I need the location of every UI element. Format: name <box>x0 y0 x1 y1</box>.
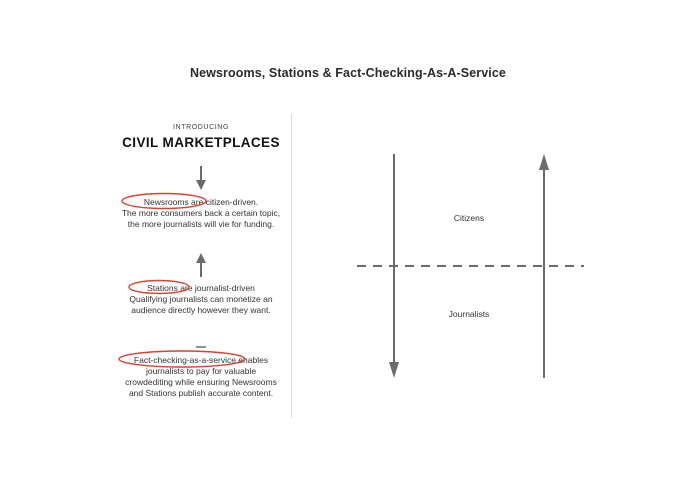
stations-line-1: Stations are journalist-driven <box>147 283 255 293</box>
fact-checking-line-3: crowdediting while ensuring Newsrooms <box>125 377 277 387</box>
stations-line-3: audience directly however they want. <box>131 305 271 315</box>
newsrooms-line-1: Newsrooms are citizen-driven. <box>143 197 259 207</box>
fact-checking-line-2: journalists to pay for valuable <box>145 366 257 376</box>
newsrooms-line-2: The more consumers back a certain topic, <box>121 208 281 218</box>
fact-checking-line-1: Fact-checking-as-a-service enables <box>133 355 269 365</box>
newsrooms-line-3: the more journalists will vie for funding. <box>127 219 275 229</box>
intro-heading: CIVIL MARKETPLACES <box>122 135 280 150</box>
intro-kicker: INTRODUCING <box>173 124 229 131</box>
down-arrow-icon <box>196 166 206 190</box>
journalists-label: Journalists <box>448 309 490 319</box>
citizens-label: Citizens <box>453 213 485 223</box>
stations-highlight-ellipse <box>129 281 189 294</box>
newsrooms-highlight-ellipse <box>122 194 206 209</box>
stations-line-2: Qualifying journalists can monetize an <box>129 294 273 304</box>
fact-checking-line-4: and Stations publish accurate content. <box>128 388 274 398</box>
up-arrow-icon <box>196 253 206 277</box>
fact-checking-highlight-ellipse <box>119 351 245 367</box>
page-title: Newsrooms, Stations & Fact-Checking-As-A-Service <box>190 66 506 80</box>
